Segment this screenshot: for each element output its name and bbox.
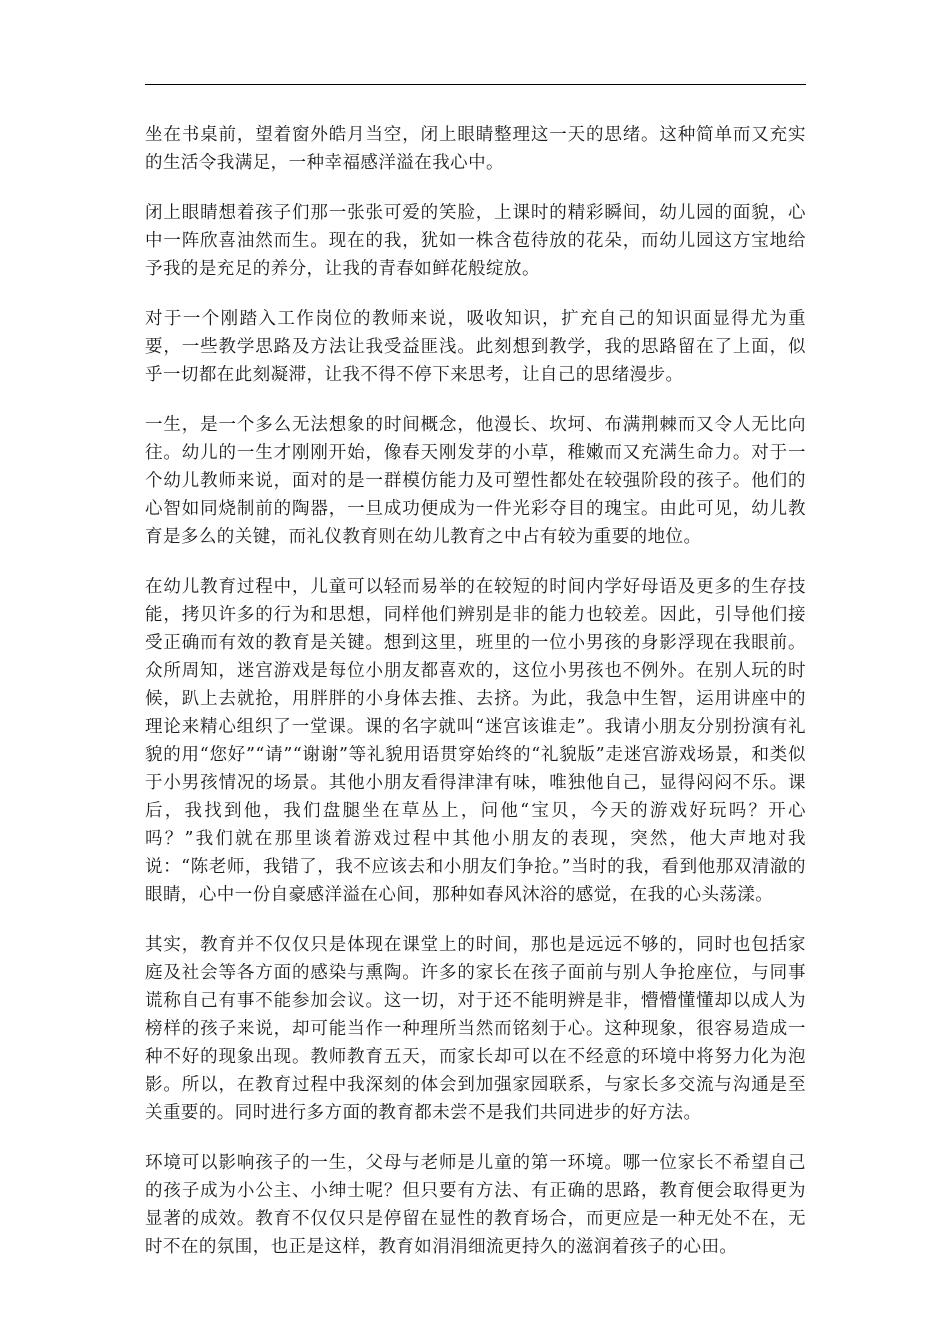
paragraph-2: 闭上眼睛想着孩子们那一张张可爱的笑脸，上课时的精彩瞬间，幼儿园的面貌，心中一阵欣喜油然而生。现在的我，犹如一株含苞待放的花朵，而幼儿园这方宝地给予我的是充足的养分，让我的青春如鲜花般绽放。 <box>145 203 806 279</box>
header-rule <box>145 84 806 85</box>
paragraph-4: 一生，是一个多么无法想象的时间概念，他漫长、坎坷、布满荆棘而又令人无比向往。幼儿的一生才刚刚开始，像春天刚发芽的小草，稚嫩而又充满生命力。对于一个幼儿教师来说，面对的是一群模仿能力及可塑性都处在较强阶段的孩子。他们的心智如同烧制前的陶器，一旦成功便成为一件光彩夺目的瑰宝。由此可见，幼儿教育是多么的关键，而礼仪教育则在幼儿教育之中占有较为重要的地位。 <box>145 415 806 547</box>
paragraph-6: 其实，教育并不仅仅只是体现在课堂上的时间，那也是远远不够的，同时也包括家庭及社会等各方面的感染与熏陶。许多的家长在孩子面前与别人争抢座位，与同事谎称自己有事不能参加会议。这一切，对于还不能明辨是非，懵懵懂懂却以成人为榜样的孩子来说，却可能当作一种理所当然而铭刻于心。这种现象，很容易造成一种不好的现象出现。教师教育五天，而家长却可以在不经意的环境中将努力化为泡影。所以，在教育过程中我深刻的体会到加强家园联系，与家长多交流与沟通是至关重要的。同时进行多方面的教育都未尝不是我们共同进步的好方法。 <box>145 935 806 1123</box>
paragraph-3: 对于一个刚踏入工作岗位的教师来说，吸收知识，扩充自己的知识面显得尤为重要，一些教学思路及方法让我受益匪浅。此刻想到教学，我的思路留在了上面，似乎一切都在此刻凝滞，让我不得不停下来思考，让自己的思绪漫步。 <box>145 309 806 385</box>
document-body <box>145 121 806 1283</box>
paragraph-7: 环境可以影响孩子的一生，父母与老师是儿童的第一环境。哪一位家长不希望自己的孩子成为小公主、小绅士呢？但只要有方法、有正确的思路，教育便会取得更为显著的成效。教育不仅仅只是停留在显性的教育场合，而更应是一种无处不在，无时不在的氛围，也正是这样，教育如涓涓细流更持久的滋润着孩子的心田。 <box>145 1153 806 1257</box>
paragraph-1: 坐在书桌前，望着窗外皓月当空，闭上眼睛整理这一天的思绪。这种简单而又充实的生活令我满足，一种幸福感洋溢在我心中。 <box>145 125 806 173</box>
paragraph-5: 在幼儿教育过程中，儿童可以轻而易举的在较短的时间内学好母语及更多的生存技能，拷贝许多的行为和思想，同样他们辨别是非的能力也较差。因此，引导他们接受正确而有效的教育是关键。想到这里，班里的一位小男孩的身影浮现在我眼前。众所周知，迷宫游戏是每位小朋友都喜欢的，这位小男孩也不例外。在别人玩的时候，趴上去就抢，用胖胖的小身体去推、去挤。为此，我急中生智，运用讲座中的理论来精心组织了一堂课。课的名字就叫“迷宫该谁走”。我请小朋友分别扮演有礼貌的用“您好”“请”“谢谢”等礼貌用语贯穿始终的“礼貌版”走迷宫游戏场景，和类似于小男孩情况的场景。其他小朋友看得津津有味，唯独他自己，显得闷闷不乐。课后，我找到他，我们盘腿坐在草丛上，问他“宝贝，今天的游戏好玩吗？开心吗？”我们就在那里谈着游戏过程中其他小朋友的表现，突然，他大声地对我说：“陈老师，我错了，我不应该去和小朋友们争抢。”当时的我，看到他那双清澈的眼睛，心中一份自豪感洋溢在心间，那种如春风沐浴的感觉，在我的心头荡漾。 <box>145 577 806 905</box>
